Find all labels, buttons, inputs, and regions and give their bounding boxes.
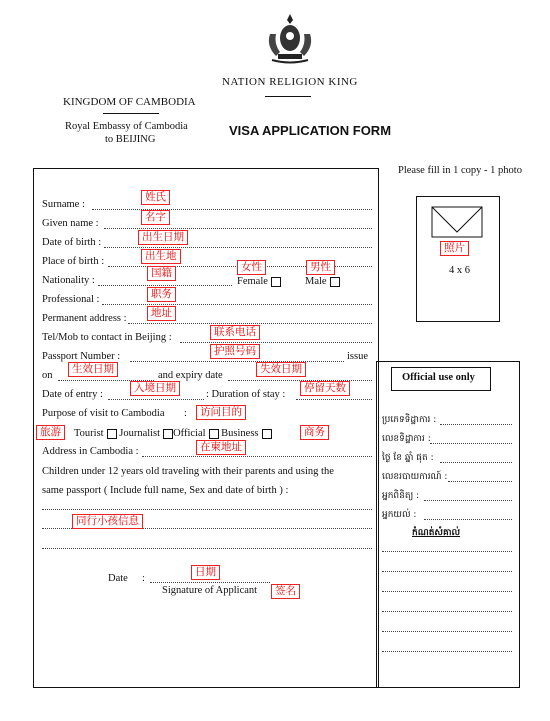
duration-label: : Duration of stay : [206,389,286,400]
embassy-line2: to BEIJING [105,134,156,145]
surname-field[interactable] [92,209,372,210]
official-notes-line-3[interactable] [382,591,512,592]
pob-annotation: 出生地 [141,249,181,264]
children-line2: same passport ( Include full name, Sex and date of birth ) : [42,485,289,496]
official-notes-line-6[interactable] [382,651,512,652]
male-label: Male [305,276,327,287]
entry-field[interactable] [108,399,204,400]
given-name-annotation: 名字 [141,210,170,225]
cambodia-address-field[interactable] [142,456,372,457]
given-name-label: Given name : [42,218,99,229]
expiry-label: and expiry date [158,370,223,381]
entry-date-annotation: 入境日期 [130,381,180,396]
kingdom-title: KINGDOM OF CAMBODIA [63,96,196,108]
nationality-annotation: 国籍 [147,266,176,281]
dob-annotation: 出生日期 [138,230,188,245]
official-kh-line-6: អ្នកយល់ : [382,510,417,520]
signature-annotation: 签名 [271,584,300,599]
tourist-annotation: 旅游 [36,425,65,440]
male-annotation: 男性 [306,260,335,275]
official-field-4[interactable] [448,481,512,482]
official-use-title: Official use only [402,372,475,383]
royal-emblem-icon [262,12,318,64]
female-checkbox[interactable] [271,277,281,287]
children-field-1[interactable] [42,509,372,510]
given-name-field[interactable] [104,228,372,229]
issue-label: issue [347,351,368,362]
signature-label: Signature of Applicant [162,585,258,596]
address-annotation: 地址 [147,306,176,321]
expiry-date-annotation: 失效日期 [256,362,306,377]
male-option[interactable] [305,276,340,288]
purpose-colon: : [184,408,187,419]
children-line1: Children under 12 years old traveling with their parents and using the [42,466,334,477]
business-label: Business [221,428,259,439]
official-use-box [376,361,520,688]
photo-envelope-icon [431,206,483,238]
female-option[interactable] [237,276,281,288]
photo-size: 4 x 6 [449,265,470,276]
official-notes-label: កំណត់សំគាល់ [412,528,461,538]
official-notes-line-2[interactable] [382,571,512,572]
tel-field[interactable] [180,342,372,343]
journalist-label: Journalist [119,428,161,439]
professional-annotation: 职务 [147,287,176,302]
passport-annotation: 护照号码 [210,344,260,359]
journalist-checkbox[interactable] [163,429,173,439]
business-checkbox[interactable] [262,429,272,439]
stay-days-annotation: 停留天数 [300,381,350,396]
pob-label: Place of birth : [42,256,105,267]
official-kh-line-2: លេខទិដ្ឋាការ : [382,434,431,444]
form-title: VISA APPLICATION FORM [229,123,392,138]
purpose-label: Purpose of visit to Cambodia [42,408,165,419]
children-field-3[interactable] [42,548,372,549]
dob-label: Date of birth : [42,237,102,248]
passport-label: Passport Number : [42,351,121,362]
motto-underline [265,96,311,97]
kingdom-underline [103,113,159,114]
official-field-5[interactable] [424,500,512,501]
surname-label: Surname : [42,199,85,210]
male-checkbox[interactable] [330,277,340,287]
permanent-address-label: Permanent address : [42,313,127,324]
issue-date-annotation: 生效日期 [68,362,118,377]
date-field[interactable] [150,582,270,583]
professional-field[interactable] [102,304,372,305]
embassy-line1: Royal Embassy of Cambodia [65,121,188,132]
nationality-field[interactable] [98,285,232,286]
tel-annotation: 联系电话 [210,325,260,340]
official-label: Official [173,428,206,439]
date-annotation: 日期 [191,565,220,580]
official-field-3[interactable] [440,462,512,463]
female-annotation: 女性 [237,260,266,275]
tourist-label: Tourist [74,428,104,439]
duration-field[interactable] [296,399,372,400]
official-notes-line-5[interactable] [382,631,512,632]
official-field-1[interactable] [440,424,512,425]
nationality-label: Nationality : [42,275,95,286]
photo-annotation: 照片 [440,241,469,256]
cambodia-address-annotation: 在柬地址 [196,440,246,455]
official-field-2[interactable] [430,443,512,444]
official-kh-line-5: អ្នកពិនិត្យ : [382,491,420,501]
passport-field[interactable] [130,361,344,362]
fill-note: Please fill in 1 copy - 1 photo [398,165,522,176]
purpose-options [74,428,272,440]
official-kh-line-1: ប្រភេទទិដ្ឋាការ : [382,415,437,425]
cambodia-address-label: Address in Cambodia : [42,446,139,457]
entry-label: Date of entry : [42,389,103,400]
purpose-annotation: 访问目的 [196,405,246,420]
surname-annotation: 姓氏 [141,190,170,205]
official-field-6[interactable] [424,519,512,520]
permanent-address-field[interactable] [128,323,372,324]
date-label: Date [108,573,128,584]
official-notes-line-4[interactable] [382,611,512,612]
official-kh-line-3: ថ្ងៃ ខែ ឆ្នាំ ផុត : [382,453,434,463]
business-annotation: 商务 [300,425,329,440]
official-checkbox[interactable] [209,429,219,439]
female-label: Female [237,276,268,287]
official-kh-line-4: លេខរបាយការណ៍ : [382,472,448,482]
on-label: on [42,370,53,381]
professional-label: Professional : [42,294,100,305]
children-annotation: 同行小孩信息 [72,514,143,529]
motto: NATION RELIGION KING [222,76,358,88]
official-notes-line-1[interactable] [382,551,512,552]
date-colon: : [142,573,145,584]
tel-label: Tel/Mob to contact in Beijing : [42,332,172,343]
tourist-checkbox[interactable] [107,429,117,439]
dob-field[interactable] [104,247,372,248]
